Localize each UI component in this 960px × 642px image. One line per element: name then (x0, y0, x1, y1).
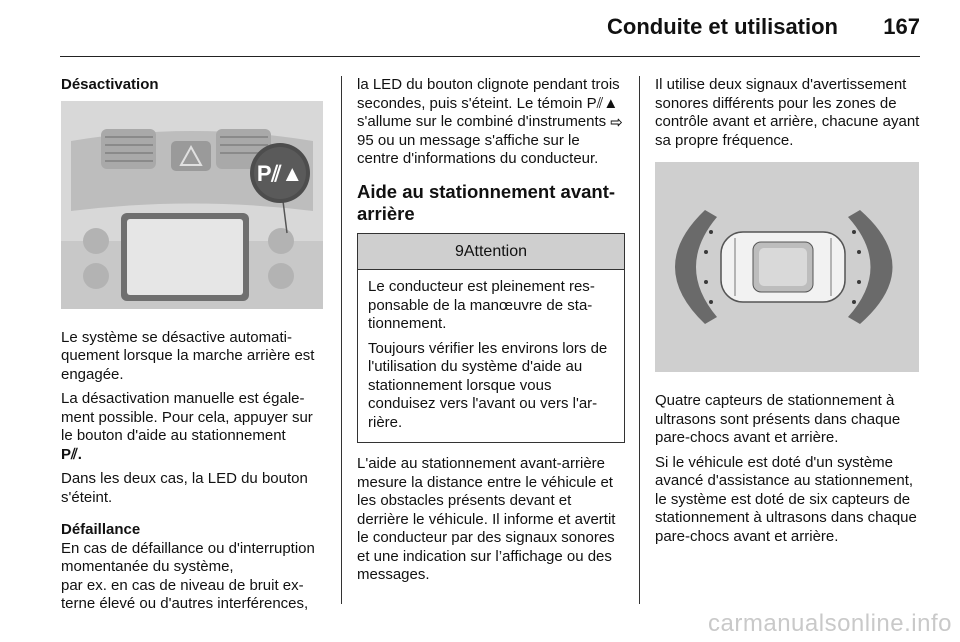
paragraph: Dans les deux cas, la LED du bouton s'éteint. (61, 470, 308, 506)
column-1 (61, 76, 325, 620)
section-heading-deactivation: Désactivation (61, 76, 159, 93)
paragraph: par ex. en cas de niveau de bruit externe élevé ou d'autres interférences, (61, 576, 309, 612)
paragraph: En cas de défaillance ou d'interruption momentanée du système, (61, 539, 315, 575)
column-2 (357, 76, 625, 591)
column-divider (341, 76, 342, 604)
warning-title: 9Attention (358, 234, 624, 271)
warning-box (357, 233, 625, 444)
parking-sensor-zones-figure (655, 162, 919, 372)
paragraph: la LED du bouton clignote pendant trois secondes, puis s'éteint. Le témoin P⫽▲ s'allume sur le combiné d'instruments ⇨ 95 ou un message s'affiche sur le centre d'informations du conducteur. (357, 76, 623, 167)
dashboard-figure (61, 101, 323, 309)
watermark: carmanualsonline.info (708, 610, 952, 637)
page-number: 167 (883, 14, 920, 39)
paragraph: L'aide au stationnement avant-arrière mesure la distance entre le véhicule et les obstacles présents devant et derrière le véhicule. Il informe et avertit le conducteur par des signaux sonores et une indication sur l’affichage ou des messages. (357, 455, 616, 583)
paragraph: Quatre capteurs de stationnement à ultrasons sont présents dans chaque pare-chocs avant et arrière. (655, 392, 901, 446)
paragraph: La désactivation manuelle est également possible. Pour cela, appuyer sur le bouton d'aide au stationnement (61, 390, 313, 444)
column-3 (655, 76, 923, 552)
column-divider (639, 76, 640, 604)
header-title: Conduite et utilisation (607, 14, 838, 39)
section-heading-failure: Défaillance (61, 521, 141, 538)
paragraph: P⫽. (61, 445, 82, 463)
paragraph: Si le véhicule est doté d'un système avancé d'assistance au stationnement, le système est doté de six capteurs de stationnement à ultrasons dans chaque pare-chocs avant et arrière. (655, 453, 917, 545)
paragraph: Le système se désactive automatiquement lorsque la marche arrière est engagée. (61, 328, 315, 383)
warning-paragraph: Toujours vérifier les environs lors de l'utilisation du système d'aide au stationnement lorsque vous conduisez vers l'avant ou vers l'arrière. (368, 339, 608, 431)
warning-body (358, 270, 624, 442)
page-header (0, 0, 960, 60)
header-rule (60, 56, 920, 57)
warning-paragraph: Le conducteur est pleinement responsable de la manœuvre de stationnement. (368, 278, 595, 332)
parking-assist-button-label: P⫽▲ (256, 160, 304, 186)
paragraph: Il utilise deux signaux d'avertissement sonores différents pour les zones de contrôle avant et arrière, chacune ayant sa propre fréquence. (655, 76, 920, 149)
section-heading-front-rear-parking-assist: Aide au stationnement avant-arrière (357, 180, 616, 224)
